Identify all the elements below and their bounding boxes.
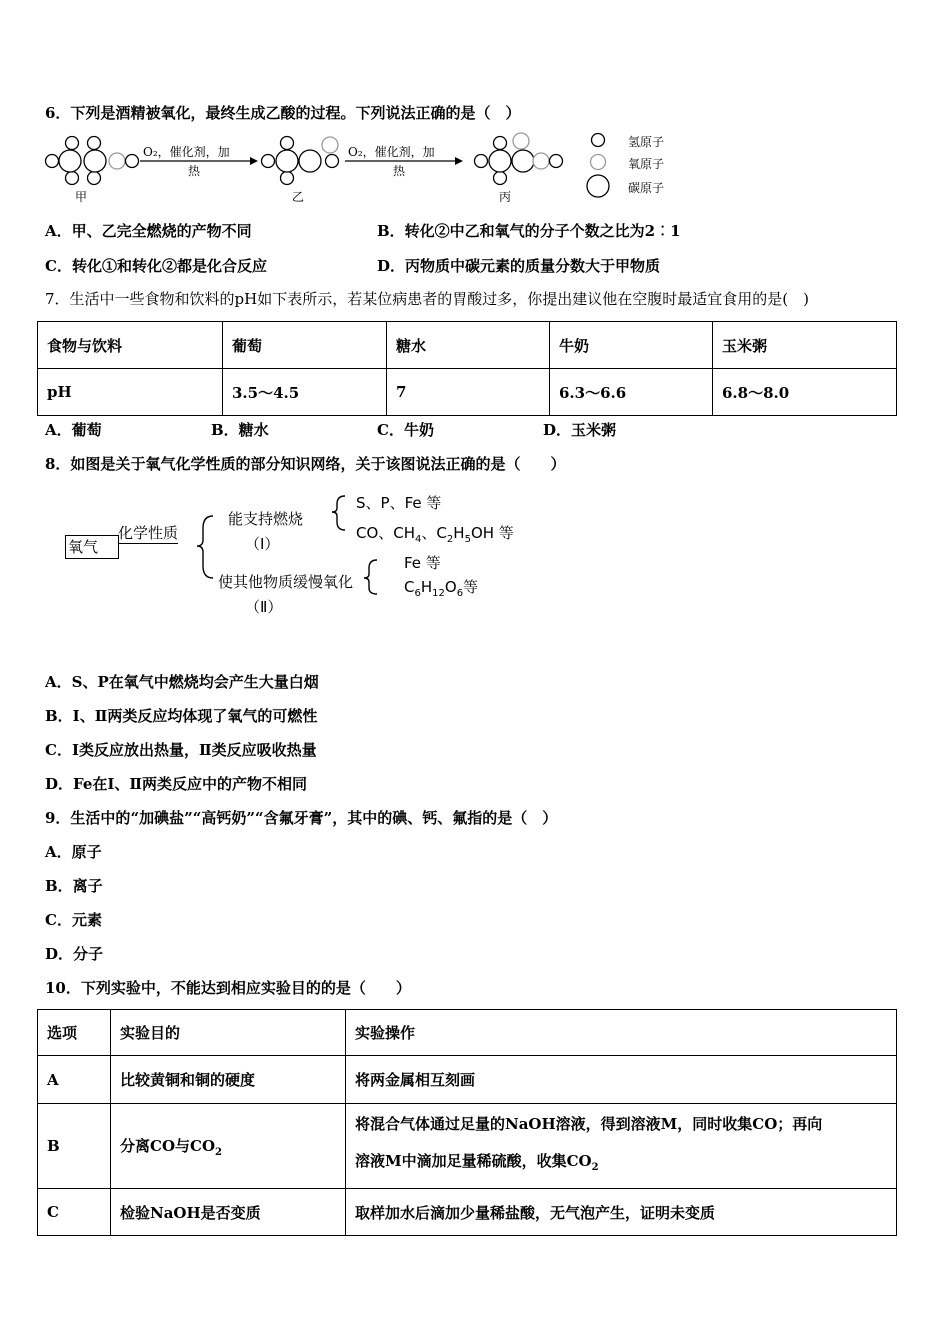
subscript: 5 <box>464 534 471 545</box>
formula-part: 、C <box>421 524 447 542</box>
formula-part: H <box>420 578 433 596</box>
node2-item1: Fe 等 <box>404 554 441 572</box>
label-jia: 甲 <box>75 190 88 204</box>
subscript: 4 <box>415 534 422 545</box>
formula-part: CO、CH <box>356 524 416 542</box>
table-header-cell: 牛奶 <box>550 322 713 369</box>
subscript: 6 <box>456 588 464 599</box>
formula-part: OH 等 <box>470 524 514 542</box>
q7-option-b: B．糖水 <box>211 421 269 439</box>
q7-option-d: D．玉米粥 <box>543 421 617 439</box>
op-line-1: 将混合气体通过足量的NaOH溶液，得到溶液M，同时收集CO；再向 <box>355 1115 823 1133</box>
q7-option-a: A．葡萄 <box>45 421 102 439</box>
q10-stem: 10．下列实验中，不能达到相应实验目的的是（ ） <box>45 979 411 997</box>
op-line-2 <box>355 1143 887 1186</box>
node1-item1: S、P、Fe 等 <box>356 494 442 512</box>
q8-option-b: B．Ⅰ、Ⅱ两类反应均体现了氧气的可燃性 <box>45 707 318 725</box>
q6-option-a: A．甲、乙完全燃烧的产物不同 <box>45 222 252 240</box>
formula-part: H <box>453 524 465 542</box>
arrow2-condition: O₂，催化剂，加 <box>348 145 435 159</box>
table-cell: 比较黄铜和铜的硬度 <box>111 1056 346 1104</box>
node-support-combustion: 能支持燃烧 <box>228 510 304 528</box>
table-header-cell: 玉米粥 <box>713 322 897 369</box>
q7-stem: 7．生活中一些食物和饮料的pH如下表所示，若某位病患者的胃酸过多，你提出建议他在空腹时最适宜食用的是( ) <box>45 290 809 308</box>
table-header-cell: 实验操作 <box>346 1010 897 1056</box>
node1-tag: （Ⅰ） <box>245 535 280 553</box>
subscript: 2 <box>446 534 454 545</box>
label-yi: 乙 <box>292 190 305 204</box>
table-cell: C <box>38 1189 111 1236</box>
subscript: 2 <box>215 1146 222 1158</box>
legend-atoms <box>587 134 609 198</box>
q8-option-a: A．S、P在氧气中燃烧均会产生大量白烟 <box>45 673 319 691</box>
molecule-yi <box>262 137 339 185</box>
q9-option-a: A．原子 <box>45 843 102 861</box>
q6-option-b: B．转化②中乙和氧气的分子个数之比为2︰1 <box>377 222 681 240</box>
formula-part: 溶液M中滴加足量稀硫酸，收集CO <box>355 1152 592 1170</box>
legend-hydrogen: 氢原子 <box>628 135 665 149</box>
q9-option-c: C．元素 <box>45 911 102 929</box>
label-bing: 丙 <box>499 190 512 204</box>
branch-chemical-properties: 化学性质 <box>118 524 179 542</box>
table-cell: A <box>38 1056 111 1104</box>
q10-experiment-table <box>37 1009 897 1236</box>
table-cell: 3.5～4.5 <box>223 369 387 416</box>
molecule-jia <box>46 137 139 185</box>
q8-stem: 8．如图是关于氧气化学性质的部分知识网络，关于该图说法正确的是（ ） <box>45 455 566 473</box>
table-cell: pH <box>38 369 223 416</box>
node2-tag: （Ⅱ） <box>245 598 283 616</box>
formula-part: 等 <box>463 578 479 596</box>
arrow2-condition-2: 热 <box>393 164 406 178</box>
formula-part: C <box>404 578 415 596</box>
table-header-cell: 糖水 <box>387 322 550 369</box>
table-header-cell: 食物与饮料 <box>38 322 223 369</box>
formula-part: O <box>444 578 457 596</box>
table-header-cell: 选项 <box>38 1010 111 1056</box>
arrow1-condition: O₂，催化剂，加 <box>143 145 230 159</box>
table-cell: 取样加水后滴加少量稀盐酸，无气泡产生，证明未变质 <box>346 1189 897 1236</box>
subscript: 2 <box>591 1162 599 1173</box>
oxygen-box: 氧气 <box>65 535 119 559</box>
subscript: 6 <box>414 588 421 599</box>
q9-stem: 9．生活中的“加碘盐”“高钙奶”“含氟牙膏”，其中的碘、钙、氟指的是（ ） <box>45 809 558 827</box>
q8-option-d: D．Fe在Ⅰ、Ⅱ两类反应中的产物不相同 <box>45 775 308 793</box>
q8-option-c: C．Ⅰ类反应放出热量，Ⅱ类反应吸收热量 <box>45 741 317 759</box>
table-cell <box>346 1104 897 1189</box>
table-header-cell: 实验目的 <box>111 1010 346 1056</box>
table-cell: 7 <box>387 369 550 416</box>
legend-carbon: 碳原子 <box>628 181 665 195</box>
molecule-bing <box>475 133 563 185</box>
table-cell: 将两金属相互刻画 <box>346 1056 897 1104</box>
q6-option-d: D．丙物质中碳元素的质量分数大于甲物质 <box>377 257 661 275</box>
q9-option-d: D．分子 <box>45 945 104 963</box>
table-cell: 6.3～6.6 <box>550 369 713 416</box>
node2-item2 <box>404 576 478 599</box>
legend-oxygen: 氧原子 <box>628 157 665 171</box>
arrow1-condition-2: 热 <box>188 164 201 178</box>
q9-option-b: B．离子 <box>45 877 103 895</box>
table-cell <box>111 1104 346 1189</box>
q6-stem: 6．下列是酒精被氧化，最终生成乙酸的过程。下列说法正确的是（ ） <box>45 104 521 122</box>
node-slow-oxidation: 使其他物质缓慢氧化 <box>218 573 354 591</box>
table-cell: 6.8～8.0 <box>713 369 897 416</box>
table-header-cell: 葡萄 <box>223 322 387 369</box>
node1-item2 <box>356 522 514 545</box>
subscript: 12 <box>432 588 445 599</box>
q6-option-c: C．转化①和转化②都是化合反应 <box>45 257 267 275</box>
formula-part: 分离CO与CO <box>120 1136 216 1155</box>
q7-option-c: C．牛奶 <box>377 421 434 439</box>
table-cell: B <box>38 1104 111 1189</box>
table-cell: 检验NaOH是否变质 <box>111 1189 346 1236</box>
q7-ph-table <box>37 321 897 416</box>
